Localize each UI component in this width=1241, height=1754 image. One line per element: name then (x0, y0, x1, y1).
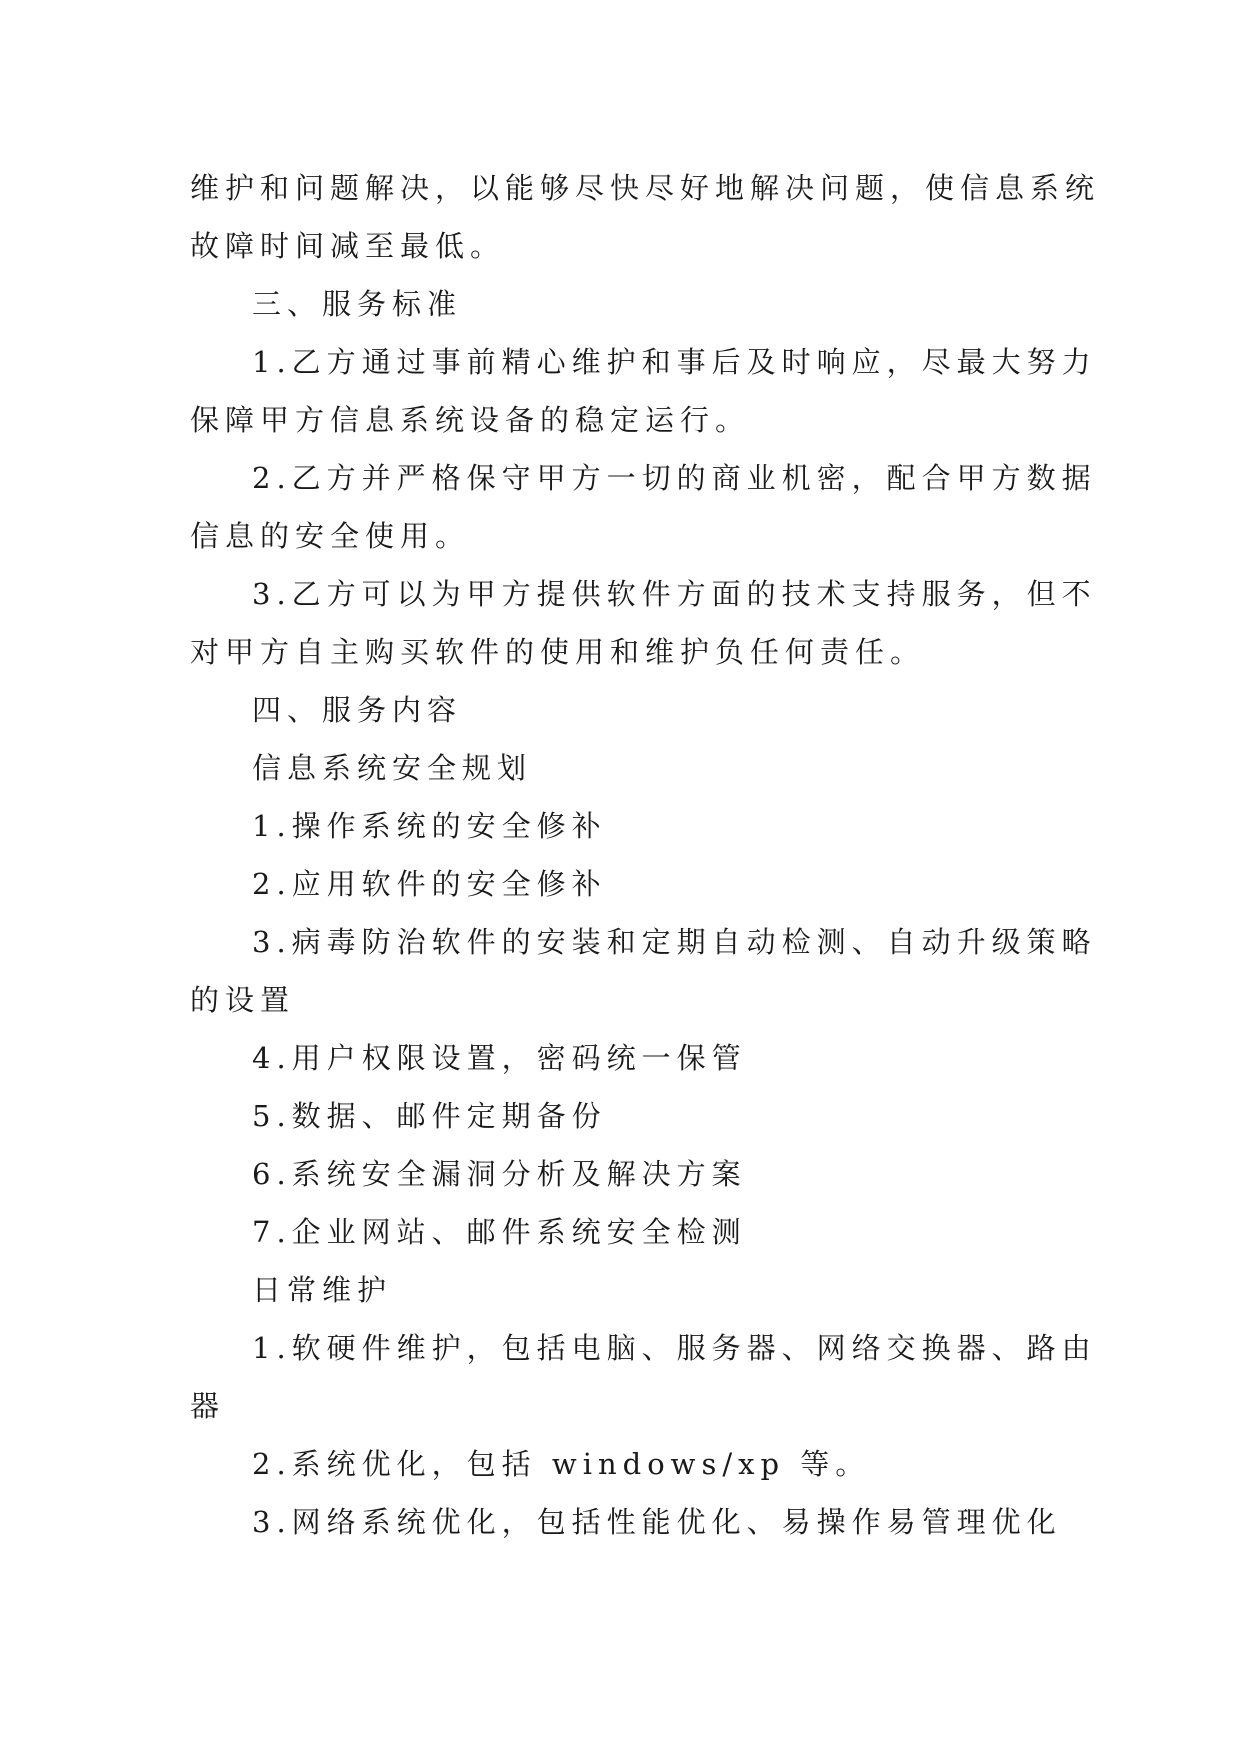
list-item: 4.用户权限设置，密码统一保管 (252, 1041, 747, 1075)
list-item: 3.网络系统优化，包括性能优化、易操作易管理优化 (252, 1505, 1062, 1539)
text-line: 对甲方自主购买软件的使用和维护负任何责任。 (190, 635, 926, 669)
list-item: 1.操作系统的安全修补 (252, 809, 607, 843)
text-line: 信息的安全使用。 (190, 519, 471, 553)
list-item: 7.企业网站、邮件系统安全检测 (252, 1215, 747, 1249)
list-item: 2.应用软件的安全修补 (252, 867, 607, 901)
list-item: 1.软硬件维护，包括电脑、服务器、网络交换器、路由 (252, 1331, 1097, 1365)
subsection-heading: 日常维护 (252, 1273, 393, 1307)
list-item: 5.数据、邮件定期备份 (252, 1099, 607, 1133)
subsection-heading: 信息系统安全规划 (252, 751, 533, 785)
text-line: 故障时间减至最低。 (190, 229, 506, 263)
text-line: 保障甲方信息系统设备的稳定运行。 (190, 403, 751, 437)
list-item: 3.病毒防治软件的安装和定期自动检测、自动升级策略 (252, 925, 1097, 959)
text-line: 维护和问题解决，以能够尽快尽好地解决问题，使信息系统 (190, 171, 1101, 205)
list-item: 2.乙方并严格保守甲方一切的商业机密，配合甲方数据 (252, 461, 1097, 495)
list-item: 1.乙方通过事前精心维护和事后及时响应，尽最大努力 (252, 345, 1097, 379)
list-item: 2.系统优化，包括 windows/xp 等。 (252, 1447, 871, 1481)
section-heading: 四、服务内容 (252, 693, 463, 727)
section-heading: 三、服务标准 (252, 287, 463, 321)
text-line: 的设置 (190, 983, 296, 1017)
text-line: 器 (190, 1389, 226, 1423)
document-body (190, 159, 1101, 1551)
list-item: 3.乙方可以为甲方提供软件方面的技术支持服务，但不 (252, 577, 1097, 611)
list-item: 6.系统安全漏洞分析及解决方案 (252, 1157, 747, 1191)
